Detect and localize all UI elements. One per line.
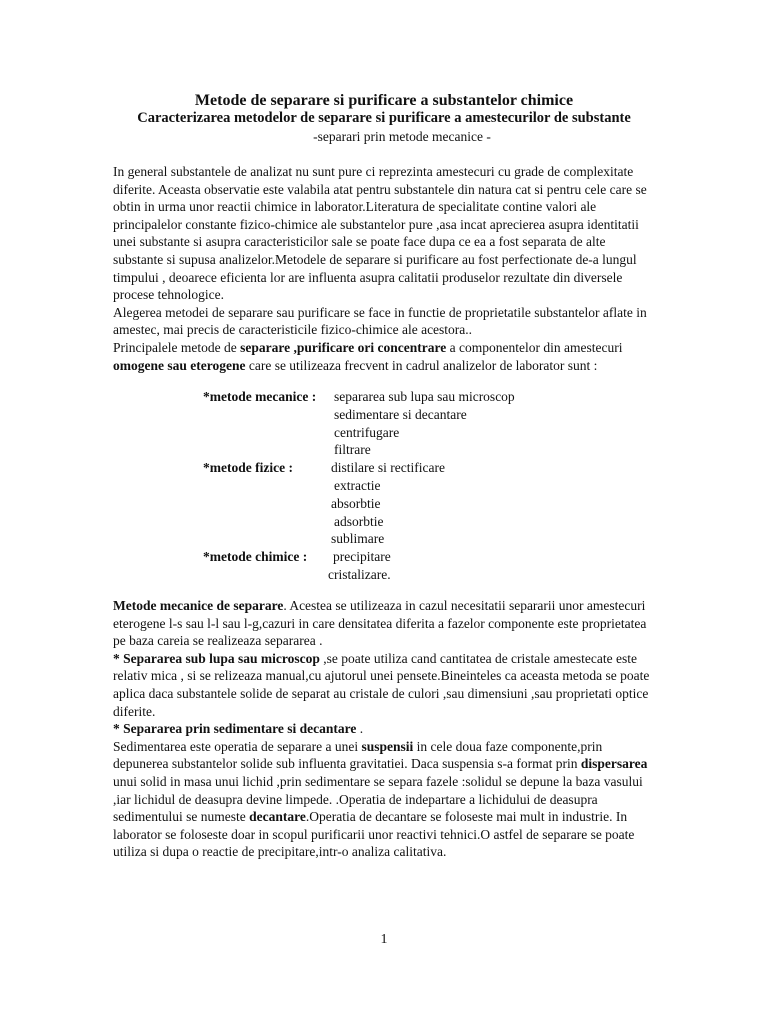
section-heading-mecanice: Metode mecanice de separare bbox=[113, 598, 284, 613]
page-number: 1 bbox=[380, 932, 388, 947]
section-paragraph-4 bbox=[113, 738, 658, 861]
method-item: precipitare bbox=[333, 549, 391, 565]
term-suspensii: suspensii bbox=[361, 738, 414, 754]
method-item: cristalizare. bbox=[328, 566, 391, 582]
section-text-3: . bbox=[356, 721, 364, 737]
section-paragraph-1 bbox=[113, 597, 658, 650]
intro-p3-text-e: care se utilizeaza frecvent in cadrul analizelor de laborator sunt : bbox=[245, 357, 598, 373]
methods-chimice-label: *metode chimice : bbox=[203, 549, 308, 565]
intro-paragraph-2: Alegerea metodei de separare sau purificare se face in functie de proprietatile substantelor aflate in amestec, mai precis de caracteristicile fizico-chimice ale acestora.. bbox=[113, 304, 647, 338]
section-paragraph-3 bbox=[113, 720, 658, 738]
document-subtitle: Caracterizarea metodelor de separare si purificare a amestecurilor de substante bbox=[137, 110, 631, 126]
method-item: distilare si rectificare bbox=[331, 460, 445, 476]
intro-paragraph-1: In general substantele de analizat nu sunt pure ci reprezinta amestecuri cu grade de complexitate diferite. Aceasta observatie este valabila atat pentru substantele din natura cat si pentru cele care se obtin in urma unor reactii chimice in laborator.Literatura de specialitate contine valori ale principalelor constante fizico-chimice ale substantelor pure ,asa incat aprecierea asupra identitatii unei substante si asupra caracteristicilor sale se poate face dupa ce ea a fost separata de alte substante si supusa analizelor.Metodele de separare si purificare au fost perfectionate de-a lungul timpului , deoarece eficienta lor are influenta asupra calitatii produselor rezultate din diversele procese tehnologice. bbox=[113, 164, 647, 303]
section-text-4c: in cele doua faze componente,prin depunerea substantelor solide sub influenta gravitatiei. Daca suspensia s-a format prin bbox=[113, 738, 603, 772]
method-item: sublimare bbox=[331, 531, 385, 547]
section-text-1: . Acestea se utilizeaza in cazul necesitatii separarii unor amestecuri eterogene l-s sau l-l sau l-g,cazuri in care densitatea diferita a fazelor componente este proprietatea pe baza careia se realizeaza separarea . bbox=[113, 598, 647, 649]
section-text-4g: .Operatia de decantare se foloseste mai mult in industrie. In laborator se foloseste doar in scopul purificarii unor reactivi tehnici.O astfel de separare se poate utiliza si dupa o reactie de precipitare,intr-o analiza calitativa. bbox=[113, 809, 635, 860]
section-text-2: ,se poate utiliza cand cantitatea de cristale amestecate este relativ mica , si se relizeaza manual,cu ajutorul unei pensete.Bineinteles ca aceasta metoda se poate aplica daca substantele solide de separat au cristale de culori ,sau dimensiuni ,sau proprietati optice diferite. bbox=[113, 650, 650, 719]
section-text-4e: unui solid in masa unui lichid ,prin sedimentare se separa fazele :solidul se depune la baza vasului ,iar lichidul de deasupra devine limpede. .Operatia de indepartare a lichidului de deasupra sedimentului se numeste bbox=[113, 773, 643, 825]
mechanical-methods-section bbox=[113, 597, 658, 861]
intro-section bbox=[113, 163, 658, 374]
section-text-4a: Sedimentarea este operatia de separare a unei bbox=[113, 738, 362, 754]
methods-mecanice-label: *metode mecanice : bbox=[203, 389, 317, 404]
method-item: centrifugare bbox=[334, 424, 400, 440]
method-item: sedimentare si decantare bbox=[334, 406, 467, 422]
method-item: separarea sub lupa sau microscop bbox=[334, 389, 515, 404]
intro-p3-bold-b: separare ,purificare ori concentrare bbox=[240, 339, 447, 355]
document-subsubtitle: -separari prin metode mecanice - bbox=[313, 129, 491, 144]
method-item: absorbtie bbox=[331, 495, 381, 511]
intro-p3-text-a: Principalele metode de bbox=[113, 339, 241, 355]
methods-list bbox=[0, 388, 768, 584]
section-heading-lupa: * Separarea sub lupa sau microscop bbox=[113, 650, 320, 666]
term-dispersarea: dispersarea bbox=[580, 756, 648, 772]
intro-paragraph-3 bbox=[113, 339, 658, 374]
method-item: filtrare bbox=[334, 442, 371, 458]
term-decantare: decantare bbox=[249, 809, 306, 825]
document-title: Metode de separare si purificare a substantelor chimice bbox=[194, 92, 574, 109]
method-item: extractie bbox=[334, 477, 381, 493]
intro-p3-text-c: a componentelor din amestecuri bbox=[446, 339, 623, 355]
methods-fizice-label: *metode fizice : bbox=[203, 460, 293, 476]
method-item: adsorbtie bbox=[334, 513, 384, 529]
section-paragraph-2 bbox=[113, 650, 658, 720]
section-heading-sedimentare: * Separarea prin sedimentare si decantare bbox=[113, 721, 357, 737]
intro-p3-bold-d: omogene sau eterogene bbox=[113, 357, 246, 373]
